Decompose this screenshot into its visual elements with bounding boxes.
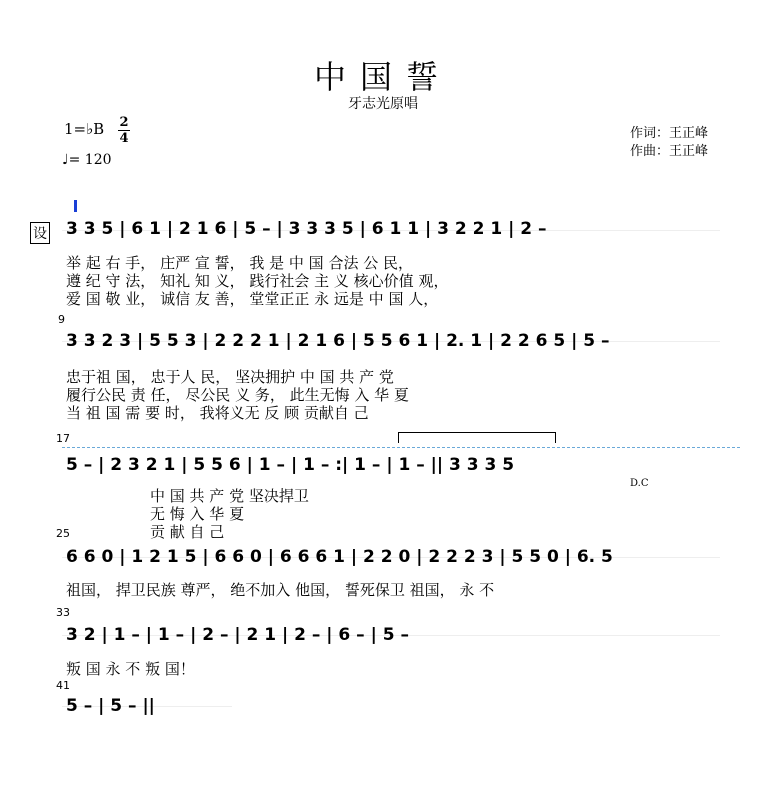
lyrics-row-1-verse-1: 举 起 右 手， 庄严 宣 誓， 我 是 中 国 合法 公 民， (66, 254, 413, 272)
song-title: 中国誓 (313, 58, 452, 96)
lyrics-row-2-verse-2: 履行公民 责 任， 尽公民 义 务， 此生无悔 入 华 夏 (66, 386, 409, 404)
credits (630, 125, 708, 161)
lyrics-row-1-verse-3: 爱 国 敬 业， 诚信 友 善， 堂堂正正 永 远是 中 国 人， (66, 290, 439, 308)
tempo-marking: ♩= 120 (62, 152, 112, 168)
meter-bottom: 4 (119, 131, 129, 146)
lyrics-row-4: 祖国， 捍卫民族 尊严， 绝不加入 他国， 誓死保卫 祖国， 永 不 (66, 581, 495, 599)
lyrics-row-3-verse-2: 无 悔 入 华 夏 (150, 505, 245, 523)
measure-number-41: 41 (56, 679, 70, 692)
lyrics-row-2-verse-1: 忠于祖 国， 忠于人 民， 坚决拥护 中 国 共 产 党 (66, 368, 394, 386)
measure-number-25: 25 (56, 527, 70, 540)
notes-row-5: 3 2 | 1 – | 1 – | 2 – | 2 1 | 2 – | 6 – | 5 – (66, 625, 409, 645)
time-signature (118, 116, 130, 145)
lyrics-row-2-verse-3: 当 祖 国 需 要 时， 我将义无 反 顾 贡献自 己 (66, 404, 369, 422)
song-subtitle: 牙志光原唱 (348, 96, 418, 112)
meter-top: 2 (119, 115, 129, 130)
lyrics-row-5: 叛 国 永 不 叛 国！ (66, 660, 195, 678)
dc-mark: D.C (630, 478, 649, 489)
measure-number-9: 9 (58, 313, 65, 326)
composer-credit: 作曲：王正峰 (630, 144, 709, 159)
lyrics-row-3-verse-3: 贡 献 自 己 (150, 523, 225, 541)
lyrics-row-3-verse-1: 中 国 共 产 党 坚决捍卫 (150, 487, 309, 505)
notes-row-3: 5 – | 2 3 2 1 | 5 5 6 | 1 – | 1 – :| 1 – | 1 – || 3 3 3 5 (66, 455, 515, 475)
lyricist-credit: 作词：王正峰 (630, 126, 709, 141)
notes-row-4: 6 6 0 | 1 2 1 5 | 6 6 0 | 6 6 6 1 | 2 2 0 | 2 2 2 3 | 5 5 0 | 6. 5 (66, 547, 613, 567)
measure-number-33: 33 (56, 606, 70, 619)
notes-row-2: 3 3 2 3 | 5 5 3 | 2 2 2 1 | 2 1 6 | 5 5 6 1 | 2. 1 | 2 2 6 5 | 5 – (66, 331, 610, 351)
start-marker (74, 200, 77, 212)
lyrics-row-1-verse-2: 遵 纪 守 法， 知礼 知 义， 践行社会 主 义 核心价值 观， (66, 272, 449, 290)
notes-row-1: 3 3 5 | 6 1 | 2 1 6 | 5 – | 3 3 3 5 | 6 1 1 | 3 2 2 1 | 2 – (66, 219, 547, 239)
notes-row-6: 5 – | 5 – || (66, 696, 155, 716)
intro-box: 设 (30, 222, 50, 244)
volta-bracket (398, 432, 556, 443)
measure-number-17: 17 (56, 432, 70, 445)
guide-line (62, 447, 740, 448)
key-signature: 1=♭B (64, 120, 105, 138)
